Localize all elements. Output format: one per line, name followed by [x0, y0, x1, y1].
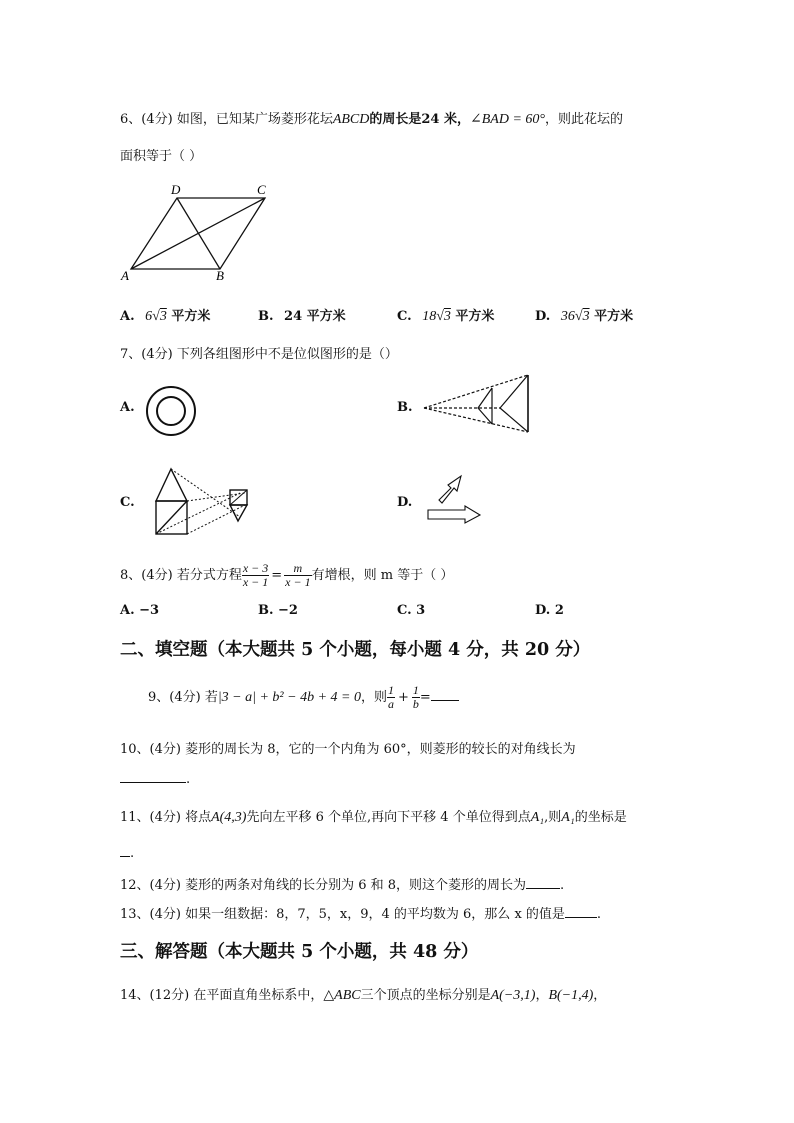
q14-end: ， [593, 988, 607, 1003]
q9-frac2 [412, 684, 420, 711]
q6-stem-line1 [120, 108, 623, 128]
q7-option-a[interactable]: A. [120, 400, 135, 415]
q11-stem [120, 806, 627, 826]
q14-point-b: B(−1,4) [548, 988, 594, 1003]
rhombus-figure [115, 180, 285, 285]
q6-option-d-unit: 平方米 [594, 309, 634, 324]
q11-answer-blank[interactable] [120, 844, 130, 857]
label-d: D [171, 182, 181, 197]
q8-option-c[interactable]: C. 3 [397, 603, 426, 618]
q11-mid2: ,则 [544, 810, 562, 825]
label-c: C [257, 182, 266, 197]
q8-frac2-den: x − 1 [285, 575, 311, 589]
sqrt-icon: √3 [152, 309, 167, 324]
q8-eq: = [271, 568, 283, 583]
q11-suffix: 的坐标是 [574, 810, 627, 825]
q8-prefix: 8、(4分) 若分式方程 [120, 568, 242, 583]
house-projection-figure [150, 465, 255, 537]
q6-option-a-coef: 6 [145, 309, 153, 324]
q8-frac1-num: x − 3 [242, 561, 269, 575]
q7-stem: 7、(4分) 下列各组图形中不是位似图形的是（） [120, 347, 398, 362]
q12-text: 12、(4分) 菱形的两条对角线的长分别为 6 和 8，则这个菱形的周长为 [120, 878, 527, 893]
q6-option-d-coef: 36 [560, 309, 575, 324]
section3-heading: 三、解答题（本大题共 5 个小题，共 48 分） [120, 942, 479, 962]
q13-end: . [596, 907, 602, 922]
q6-option-a-rad: 3 [159, 309, 167, 324]
arrows-figure [425, 472, 485, 528]
q7-option-c[interactable]: C. [120, 495, 135, 510]
q6-stem-line2: 面积等于（ ） [120, 149, 203, 164]
q8-frac1 [242, 562, 269, 589]
label-a: A [121, 268, 129, 283]
q14-triangle: △ABC [323, 988, 361, 1003]
q9-plus: + [397, 690, 409, 705]
q11-mid: 先向左平移 6 个单位,再向下平移 4 个单位得到点 [246, 810, 531, 825]
q6-abcd: ABCD [332, 112, 370, 127]
concentric-circles-figure [145, 385, 197, 437]
q12-answer-blank[interactable] [526, 876, 560, 889]
q6-option-d[interactable] [535, 305, 633, 325]
q6-option-b[interactable] [258, 305, 346, 324]
sqrt-icon: √3 [574, 309, 590, 324]
q13-text: 13、(4分) 如果一组数据：8，7，5，x，9，4 的平均数为 6，那么 x 的值是 [120, 907, 565, 922]
q10-answer-blank[interactable] [120, 770, 186, 783]
q13-stem [120, 903, 601, 922]
q14-prefix: 14、(12分) 在平面直角坐标系中， [120, 988, 324, 1003]
q6-prefix: 6、(4分) 如图，已知某广场菱形花坛 [120, 112, 333, 127]
q6-option-c-unit: 平方米 [455, 309, 495, 324]
q6-angle: ∠BAD = 60° [470, 112, 546, 127]
q9-frac1 [387, 684, 395, 711]
q11-end: . [130, 846, 135, 861]
q14-stem [120, 984, 606, 1004]
q6-option-b-letter: B. [258, 309, 274, 324]
q10-stem: 10、(4分) 菱形的周长为 8，它的一个内角为 60°，则菱形的较长的对角线长为 [120, 742, 576, 757]
q8-suffix: 有增根，则 m 等于（ ） [311, 568, 454, 583]
q14-mid: 三个顶点的坐标分别是 [360, 988, 491, 1003]
q11-prefix: 11、(4分) 将点 [120, 810, 212, 825]
q11-point: A(4,3) [211, 810, 247, 825]
q6-option-b-text: 24 平方米 [284, 309, 346, 324]
q6-option-c-rad: 3 [443, 309, 451, 324]
q6-suffix: ，则此花坛的 [545, 112, 624, 127]
q8-frac1-den: x − 1 [242, 575, 269, 589]
q6-option-c[interactable] [397, 305, 494, 325]
q9-answer-blank[interactable] [431, 688, 459, 701]
section2-heading: 二、填空题（本大题共 5 个小题，每小题 4 分，共 20 分） [120, 640, 591, 660]
q11-a1b: A₁ [561, 810, 575, 825]
q10-answer-line [120, 770, 190, 787]
q11-answer-line [120, 844, 134, 861]
q8-option-b[interactable]: B. −2 [258, 603, 298, 618]
homothetic-triangles-figure [420, 372, 532, 434]
q8-frac2-num: m [284, 562, 311, 576]
q12-end: . [560, 878, 565, 893]
q9-eq: = [419, 690, 431, 705]
q9-stem [148, 684, 459, 711]
q7-option-d[interactable]: D. [397, 495, 413, 510]
q6-mid: 的周长是24 米， [369, 112, 471, 127]
q10-end: . [186, 772, 191, 787]
q8-option-a[interactable]: A. −3 [120, 603, 160, 618]
q6-option-a-letter: A. [120, 309, 135, 324]
diagonal-bd [177, 198, 220, 269]
q6-option-c-coef: 18 [422, 309, 437, 324]
q9-frac2-num: 1 [412, 683, 419, 697]
q6-option-d-letter: D. [535, 309, 551, 324]
q6-option-c-letter: C. [397, 309, 412, 324]
q9-frac1-num: 1 [387, 683, 394, 697]
q6-option-a[interactable] [120, 305, 210, 325]
q6-option-d-rad: 3 [582, 309, 590, 324]
q6-option-a-unit: 平方米 [171, 309, 211, 324]
q14-comma: ， [535, 988, 549, 1003]
q7-option-b[interactable]: B. [397, 400, 413, 415]
q9-expr: |3 − a| + b² − 4b + 4 = 0 [217, 690, 361, 705]
q8-option-d[interactable]: D. 2 [535, 603, 564, 618]
q9-prefix: 9、(4分) 若 [148, 690, 218, 705]
q13-answer-blank[interactable] [565, 905, 597, 918]
sqrt-icon: √3 [436, 309, 451, 324]
q8-stem [120, 562, 453, 589]
q8-frac2 [284, 562, 311, 589]
label-b: B [216, 268, 224, 283]
q11-a1: A₁ [530, 810, 545, 825]
q9-then: ，则 [360, 690, 387, 705]
q9-frac2-den: b [412, 697, 419, 711]
q9-frac1-den: a [387, 697, 394, 711]
q12-stem [120, 874, 564, 893]
q14-point-a: A(−3,1) [490, 988, 536, 1003]
